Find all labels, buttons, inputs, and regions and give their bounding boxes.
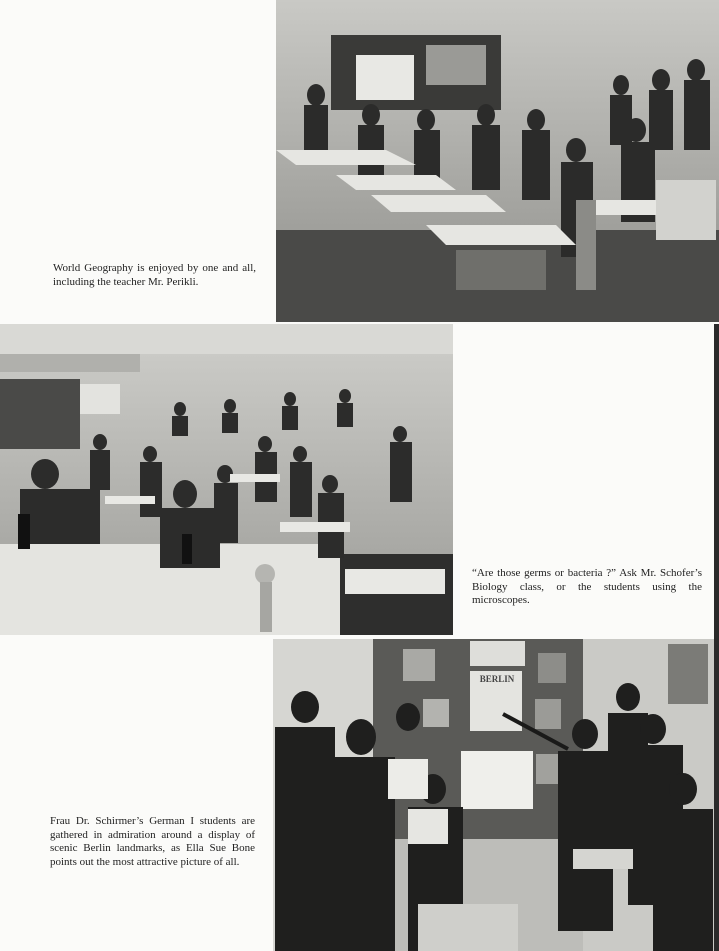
geography-caption <box>53 262 256 289</box>
german-caption-text: Frau Dr. Schirmer’s German I students are gathered in admiration around a display of scenic Berlin landmarks, as Ella Sue Bone points out the most attractive picture of all. <box>50 815 255 868</box>
page-edge-bar <box>714 324 719 951</box>
biology-class-photo <box>0 324 453 635</box>
biology-caption <box>472 567 702 608</box>
german-class-photo <box>273 639 714 951</box>
german-caption <box>50 815 255 869</box>
geography-caption-text: World Geography is enjoyed by one and all, including the teacher Mr. Perikli. <box>53 262 256 288</box>
berlin-poster-label: BERLIN <box>479 674 515 684</box>
biology-caption-text: “Are those germs or bacteria ?” Ask Mr. Schofer’s Biology class, or the students using the microscopes. <box>472 567 702 607</box>
geography-class-photo <box>276 0 719 322</box>
